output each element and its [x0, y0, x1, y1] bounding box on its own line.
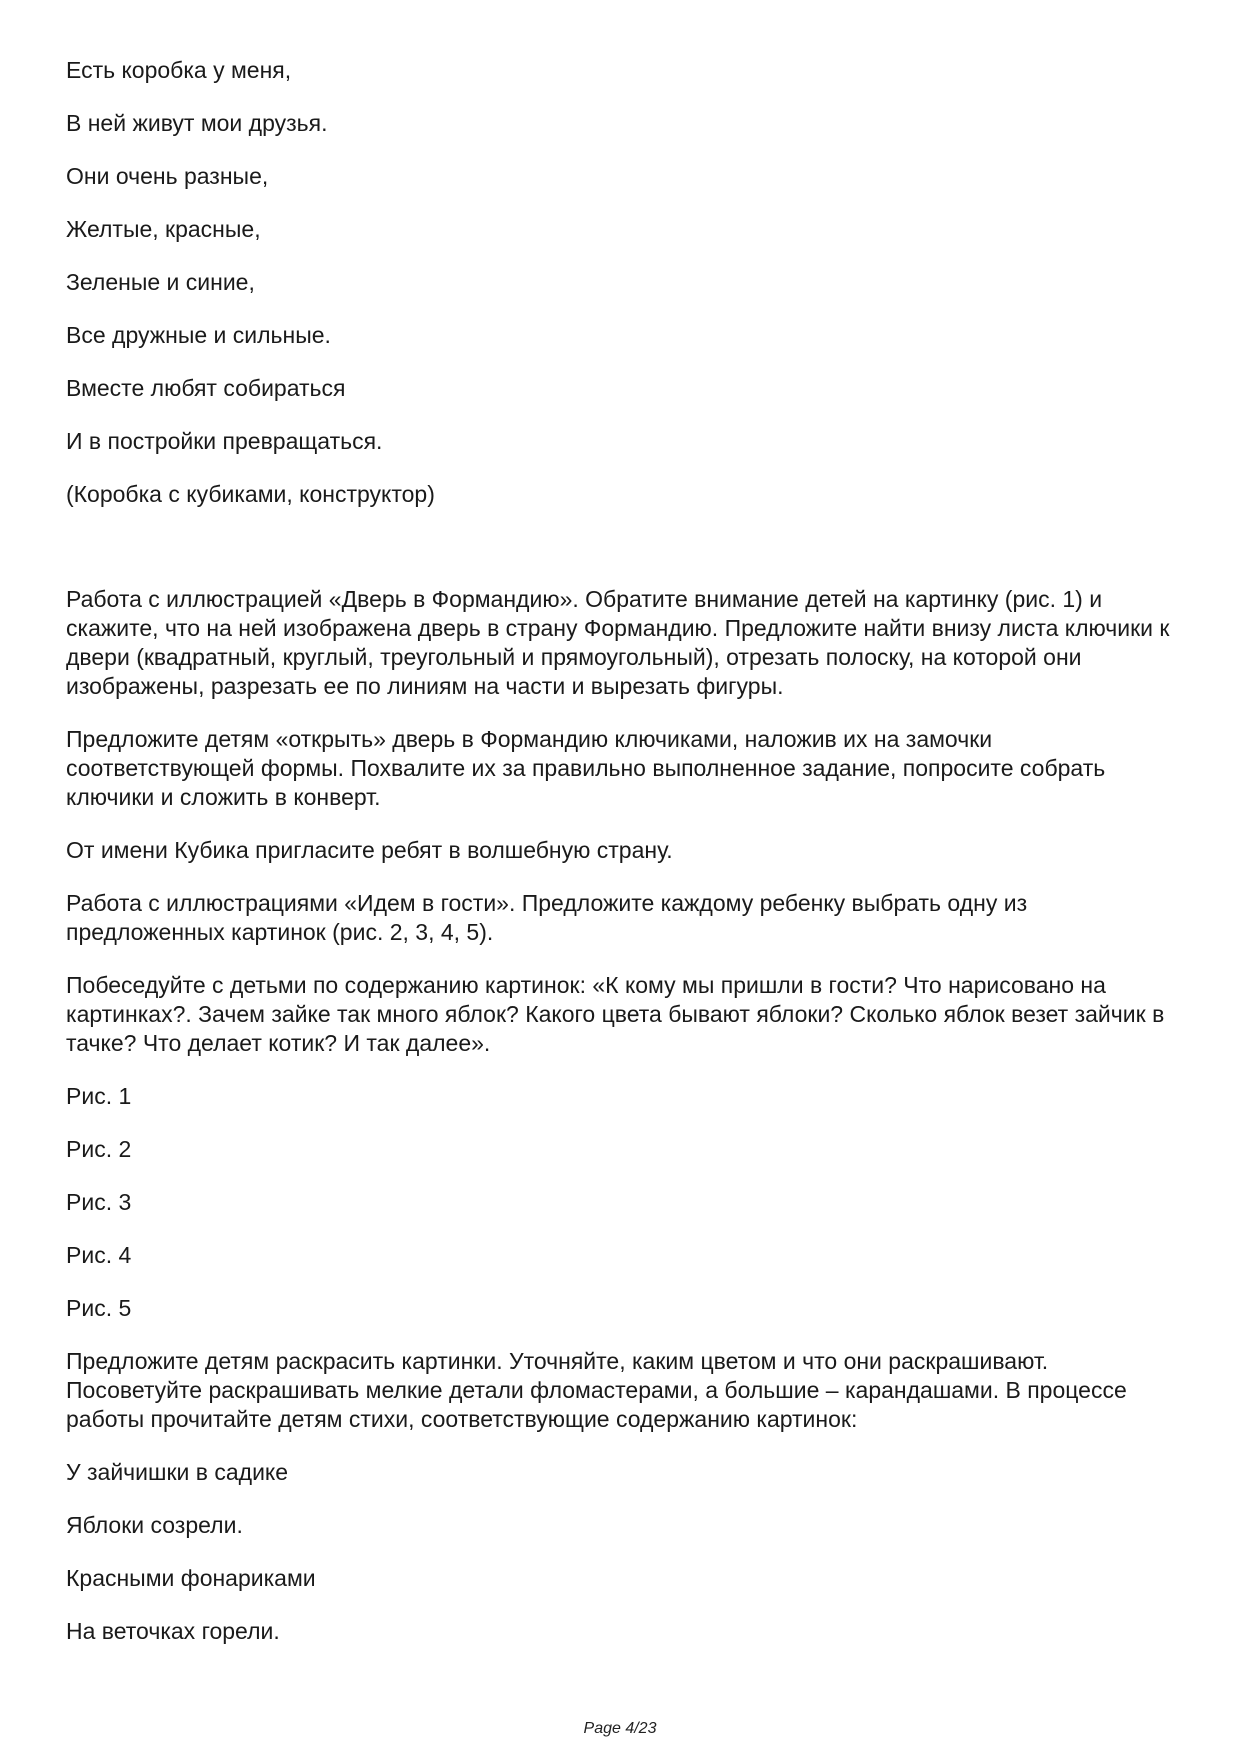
- poem-line: В ней живут мои друзья.: [66, 110, 328, 136]
- paragraph: Предложите детям «открыть» дверь в Формандию ключиками, наложив их на замочки соответствующей формы. Похвалите их за правильно выполненное задание, попросите собрать ключики и сложить в конверт.: [66, 726, 1106, 810]
- poem-line: На веточках горели.: [66, 1618, 280, 1644]
- poem-answer: (Коробка с кубиками, конструктор): [66, 481, 435, 507]
- paragraph: Побеседуйте с детьми по содержанию картинок: «К кому мы пришли в гости? Что нарисовано на картинках?. Зачем зайке так много яблок? Какого цвета бывают яблоки? Сколько яблок везет зайчик в тачке? Что делает котик? И так далее».: [66, 972, 1165, 1056]
- figure-caption: Рис. 1: [66, 1083, 132, 1109]
- paragraph: Работа с иллюстрациями «Идем в гости». Предложите каждому ребенку выбрать одну из предложенных картинок (рис. 2, 3, 4, 5).: [66, 890, 1028, 945]
- paragraph: От имени Кубика пригласите ребят в волшебную страну.: [66, 837, 673, 863]
- poem-riddle: [66, 56, 1186, 509]
- figure-caption: Рис. 5: [66, 1295, 132, 1321]
- poem-line: Вместе любят собираться: [66, 375, 346, 401]
- poem-line: Все дружные и сильные.: [66, 322, 331, 348]
- poem-line: Есть коробка у меня,: [66, 57, 292, 83]
- figure-caption: Рис. 2: [66, 1136, 132, 1162]
- paragraph: Работа с иллюстрацией «Дверь в Формандию». Обратите внимание детей на картинку (рис. 1) и скажите, что на ней изображена дверь в страну Формандию. Предложите найти внизу листа ключики к двери (квадратный, круглый, треугольный и прямоугольный), отрезать полоску, на которой они изображены, разрезать ее по линиям на части и вырезать фигуры.: [66, 586, 1170, 699]
- page-content: [66, 56, 1186, 1670]
- coloring-paragraph: Предложите детям раскрасить картинки. Уточняйте, каким цветом и что они раскрашивают. Посоветуйте раскрашивать мелкие детали фломастерами, а большие – карандашами. В процессе работы прочитайте детям стихи, соответствующие содержанию картинок:: [66, 1348, 1127, 1432]
- figure-caption: Рис. 4: [66, 1242, 132, 1268]
- poem-line: Яблоки созрели.: [66, 1512, 243, 1538]
- poem-line: Зеленые и синие,: [66, 269, 255, 295]
- poem-line: Они очень разные,: [66, 163, 269, 189]
- poem-line: Желтые, красные,: [66, 216, 261, 242]
- page-number: Page 4/23: [583, 1720, 657, 1737]
- poem-line: У зайчишки в садике: [66, 1459, 289, 1485]
- instructions: [66, 585, 1186, 1058]
- figure-captions: [66, 1082, 1186, 1323]
- poem-apples: [66, 1458, 1186, 1646]
- poem-line: Красными фонариками: [66, 1565, 316, 1591]
- spacer: [66, 533, 1186, 585]
- figure-caption: Рис. 3: [66, 1189, 132, 1215]
- poem-line: И в постройки превращаться.: [66, 428, 383, 454]
